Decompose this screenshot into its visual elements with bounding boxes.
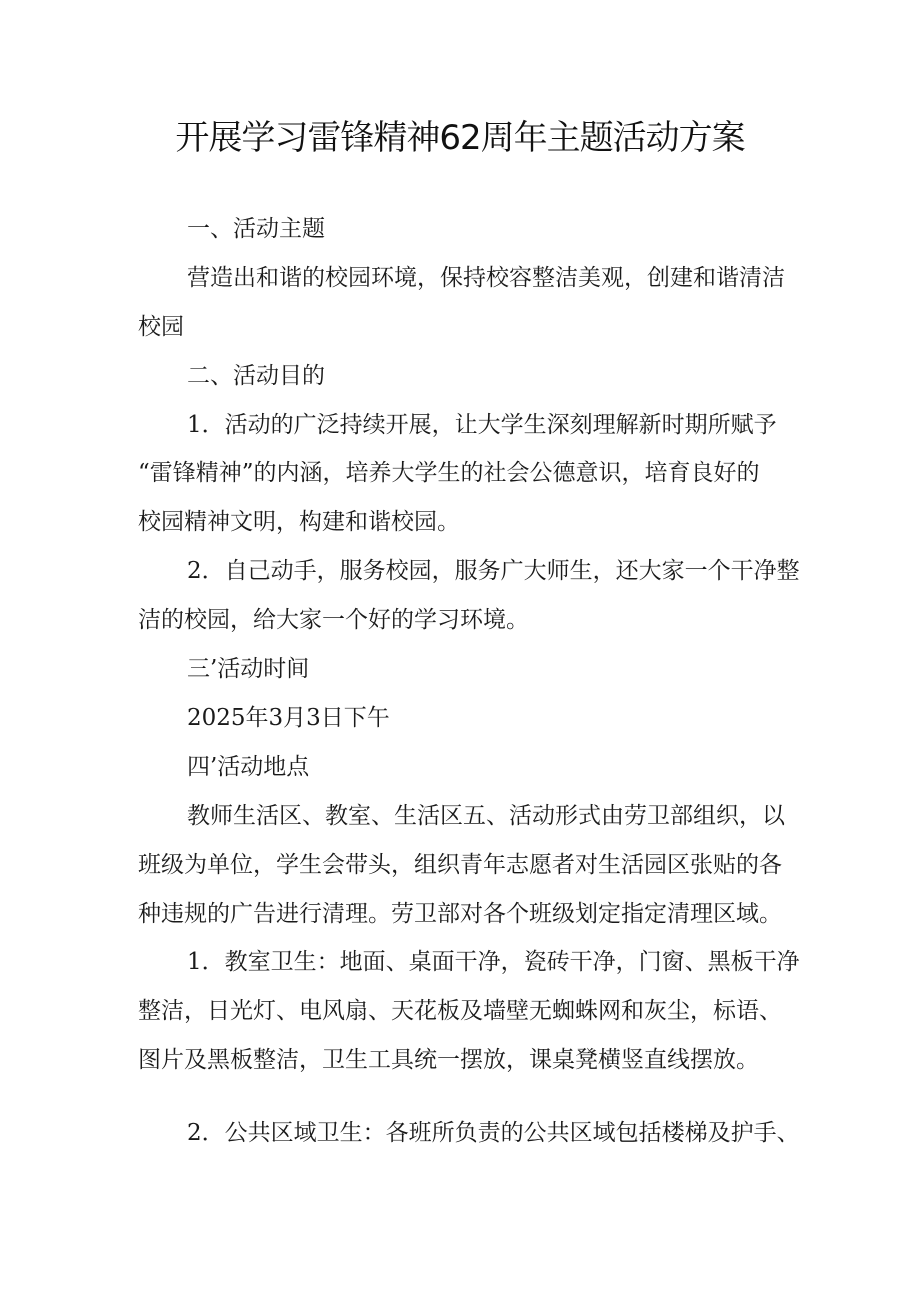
paragraph-line: 图片及黑板整洁，卫生工具统一摆放，课桌凳横竖直线摆放。 bbox=[138, 1047, 759, 1073]
paragraph-line: 1．教室卫生：地面、桌面干净，瓷砖干净，门窗、黑板干净 bbox=[187, 949, 800, 975]
paragraph-line: 2．自己动手，服务校园，服务广大师生，还大家一个干净整 bbox=[187, 558, 800, 584]
section-heading-location: 四’活动地点 bbox=[187, 754, 310, 780]
section-heading-purpose: 二、活动目的 bbox=[187, 363, 325, 389]
section-heading-theme: 一、活动主题 bbox=[187, 216, 325, 242]
paragraph-line: 洁的校园，给大家一个好的学习环境。 bbox=[138, 607, 529, 633]
paragraph-line: 营造出和谐的校园环境，保持校容整洁美观，创建和谐清洁 bbox=[187, 265, 785, 291]
document-title: 开展学习雷锋精神62周年主题活动方案 bbox=[175, 118, 745, 158]
paragraph-line: “雷锋精神”的内涵，培养大学生的社会公德意识，培育良好的 bbox=[138, 460, 760, 486]
section-heading-time: 三’活动时间 bbox=[187, 656, 310, 682]
paragraph-line: 教师生活区、教室、生活区五、活动形式由劳卫部组织，以 bbox=[187, 803, 785, 829]
paragraph-line: 整洁，日光灯、电风扇、天花板及墙壁无蜘蛛网和灰尘，标语、 bbox=[138, 998, 782, 1024]
paragraph-line: 2．公共区域卫生：各班所负责的公共区域包括楼梯及护手、 bbox=[187, 1120, 800, 1146]
paragraph-line: 校园 bbox=[138, 314, 184, 340]
activity-date: 2025年3月3日下午 bbox=[187, 705, 390, 731]
paragraph-line: 1．活动的广泛持续开展，让大学生深刻理解新时期所赋予 bbox=[187, 412, 777, 438]
paragraph-line: 班级为单位，学生会带头，组织青年志愿者对生活园区张贴的各 bbox=[138, 852, 782, 878]
paragraph-line: 校园精神文明，构建和谐校园。 bbox=[138, 509, 460, 535]
paragraph-line: 种违规的广告进行清理。劳卫部对各个班级划定指定清理区域。 bbox=[138, 901, 782, 927]
